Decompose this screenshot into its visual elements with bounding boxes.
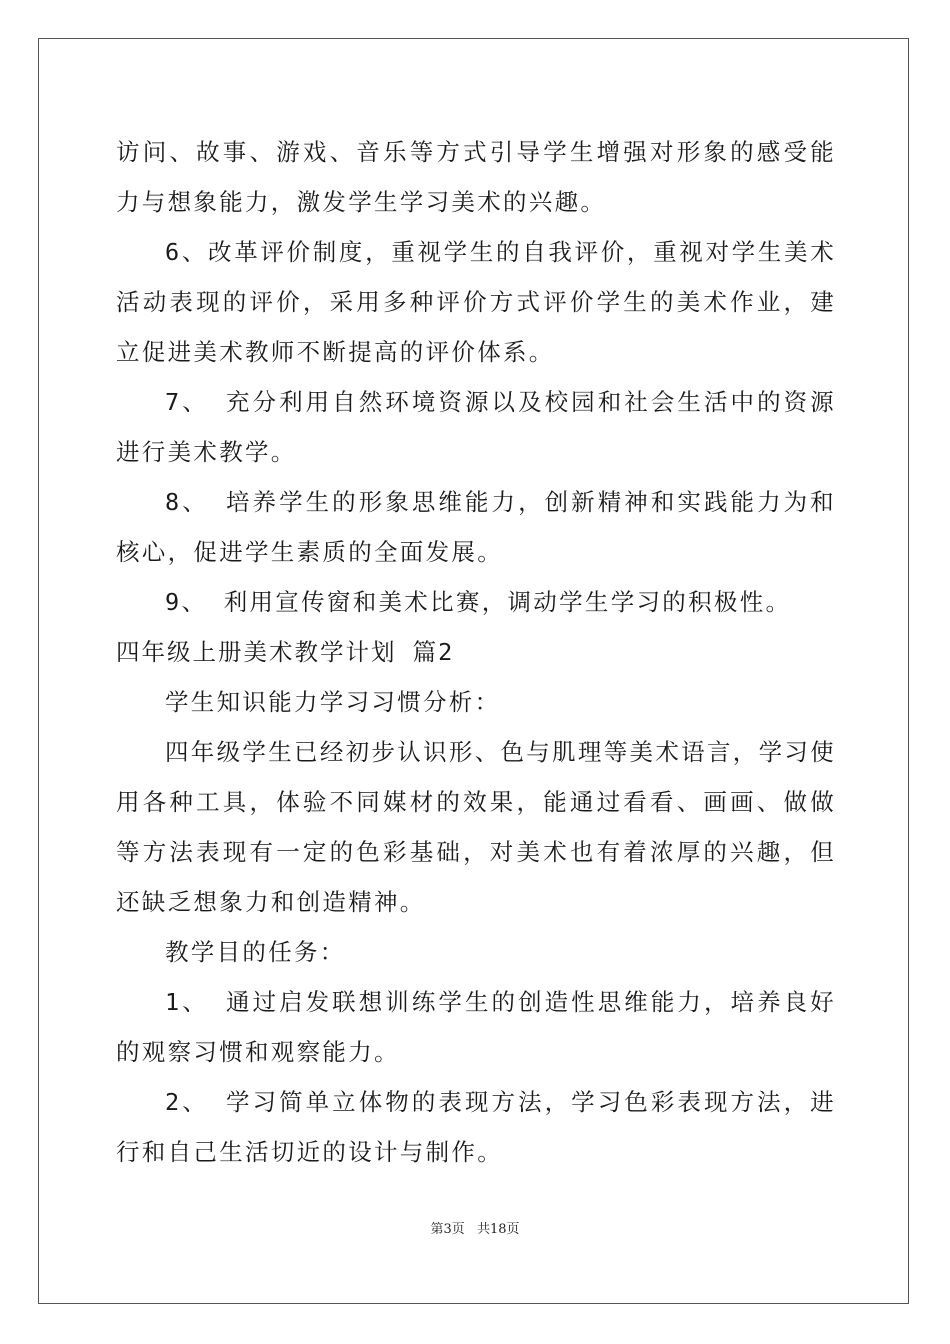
page-total: 共18页 [476,1222,520,1237]
paragraph-continuation: 访问、故事、游戏、音乐等方式引导学生增强对形象的感受能力与想象能力，激发学生学习美术的兴趣。 [116,138,836,216]
paragraph-task-1: 1、 通过启发联想训练学生的创造性思维能力，培养良好的观察习惯和观察能力。 [116,988,836,1066]
paragraph-item-6: 6、改革评价制度，重视学生的自我评价，重视对学生美术活动表现的评价，采用多种评价方式评价学生的美术作业，建立促进美术教师不断提高的评价体系。 [116,238,836,366]
page-number: 第3页 [430,1222,465,1237]
paragraph-item-7: 7、 充分利用自然环境资源以及校园和社会生活中的资源进行美术教学。 [116,388,836,466]
subheading-tasks: 教学目的任务： [165,938,346,966]
paragraph-item-8: 8、 培养学生的形象思维能力，创新精神和实践能力为和核心，促进学生素质的全面发展。 [116,488,836,566]
paragraph-item-9: 9、 利用宣传窗和美术比赛，调动学生学习的积极性。 [165,588,792,616]
page-footer [0,1218,950,1237]
section-heading: 四年级上册美术教学计划 篇2 [116,638,455,666]
paragraph-analysis: 四年级学生已经初步认识形、色与肌理等美术语言，学习使用各种工具，体验不同媒材的效果，能通过看看、画画、做做等方法表现有一定的色彩基础，对美术也有着浓厚的兴趣，但还缺乏想象力和创造精神。 [116,738,836,916]
paragraph-task-2: 2、 学习简单立体物的表现方法，学习色彩表现方法，进行和自己生活切近的设计与制作。 [116,1088,836,1166]
document-body [116,127,836,1177]
subheading-analysis: 学生知识能力学习习惯分析： [165,688,501,716]
